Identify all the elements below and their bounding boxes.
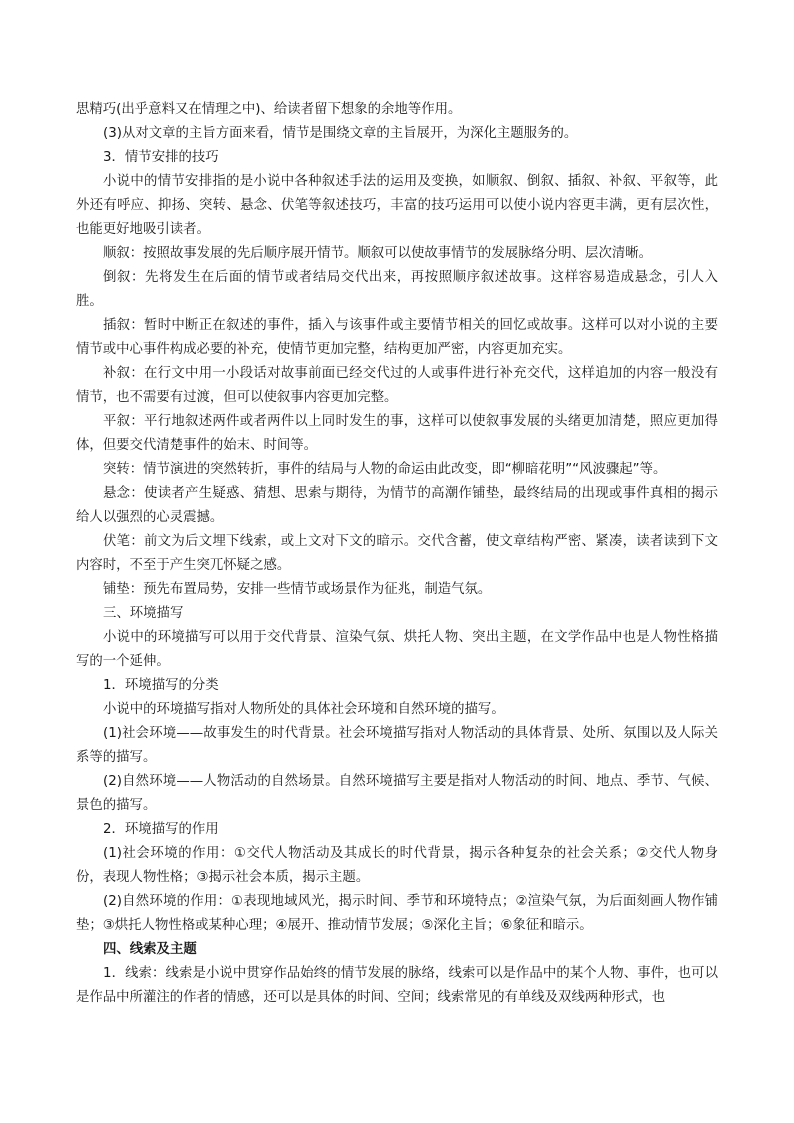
paragraph-plot-theme: (3)从对文章的主旨方面来看，情节是围绕文章的主旨展开，为深化主题服务的。 — [103, 126, 578, 141]
paragraph-groundwork: 铺垫：预先布置局势，安排一些情节或场景作为征兆，制造气氛。 — [103, 582, 492, 597]
section-heading-environment: 三、环境描写 — [103, 606, 184, 621]
paragraph-supplement: 补叙：在行文中用一小段话对故事前面已经交代过的人或事件进行补充交代，这样追加的内容一般没有情节，也不需要有过渡，但可以使叙事内容更加完整。 — [76, 366, 718, 405]
paragraph-social-environment: (1)社会环境——故事发生的时代背景。社会环境描写指对人物活动的具体背景、处所、氛围以及人际关系等的描写。 — [76, 726, 718, 765]
paragraph-chronological: 顺叙：按照故事发展的先后顺序展开情节。顺叙可以使故事情节的发展脉络分明、层次清晰。 — [103, 246, 653, 261]
paragraph-environment-intro: 小说中的环境描写可以用于交代背景、渲染气氛、烘托人物、突出主题，在文学作品中也是人物性格描写的一个延伸。 — [76, 630, 718, 669]
paragraph-parallel: 平叙：平行地叙述两件或者两件以上同时发生的事，这样可以使叙事发展的头绪更加清楚，照应更加得体，但要交代清楚事件的始末、时间等。 — [76, 414, 718, 453]
paragraph-clues: 1．线索：线索是小说中贯穿作品始终的情节发展的脉络，线索可以是作品中的某个人物、事件，也可以是作品中所灌注的作者的情感，还可以是具体的时间、空间；线索常见的有单线及双线两种形式，也 — [76, 966, 718, 1005]
paragraph-natural-function: (2)自然环境的作用：①表现地域风光，揭示时间、季节和环境特点；②渲染气氛，为后面刻画人物作铺垫；③烘托人物性格或某种心理；④展开、推动情节发展；⑤深化主旨；⑥象征和暗示。 — [76, 894, 718, 933]
section-heading-clues-theme: 四、线索及主题 — [103, 942, 197, 957]
paragraph-interpolation: 插叙：暂时中断正在叙述的事件，插入与该事件或主要情节相关的回忆或故事。这样可以对小说的主要情节或中心事件构成必要的补充，使情节更加完整，结构更加严密，内容更加充实。 — [76, 318, 718, 357]
paragraph-environment-types: 小说中的环境描写指对人物所处的具体社会环境和自然环境的描写。 — [103, 702, 505, 717]
paragraph-plot-techniques: 小说中的情节安排指的是小说中各种叙述手法的运用及变换，如顺叙、倒叙、插叙、补叙、平叙等，此外还有呼应、抑扬、突转、悬念、伏笔等叙述技巧，丰富的技巧运用可以使小说内容更丰满，更有层次性，也能更好地吸引读者。 — [76, 174, 718, 237]
paragraph-social-function: (1)社会环境的作用：①交代人物活动及其成长的时代背景，揭示各种复杂的社会关系；②交代人物身份，表现人物性格；③揭示社会本质，揭示主题。 — [76, 846, 718, 885]
subheading-environment-types: 1．环境描写的分类 — [103, 678, 219, 693]
paragraph-intro-continuation: 思精巧(出乎意料又在情理之中)、给读者留下想象的余地等作用。 — [76, 102, 462, 117]
paragraph-sudden-turn: 突转：情节演进的突然转折，事件的结局与人物的命运由此改变，即“柳暗花明”“风波骤起”等。 — [103, 462, 667, 477]
section-heading-plot-techniques: 3．情节安排的技巧 — [103, 150, 219, 165]
document-page — [76, 98, 718, 1010]
subheading-environment-functions: 2．环境描写的作用 — [103, 822, 219, 837]
paragraph-flashforward: 倒叙：先将发生在后面的情节或者结局交代出来，再按照顺序叙述故事。这样容易造成悬念，引人入胜。 — [76, 270, 718, 309]
paragraph-suspense: 悬念：使读者产生疑惑、猜想、思索与期待，为情节的高潮作铺垫，最终结局的出现或事件真相的揭示给人以强烈的心灵震撼。 — [76, 486, 718, 525]
paragraph-foreshadowing: 伏笔：前文为后文埋下线索，或上文对下文的暗示。交代含蓄，使文章结构严密、紧凑，读者读到下文内容时，不至于产生突兀怀疑之感。 — [76, 534, 718, 573]
paragraph-natural-environment: (2)自然环境——人物活动的自然场景。自然环境描写主要是指对人物活动的时间、地点、季节、气候、景色的描写。 — [76, 774, 718, 813]
